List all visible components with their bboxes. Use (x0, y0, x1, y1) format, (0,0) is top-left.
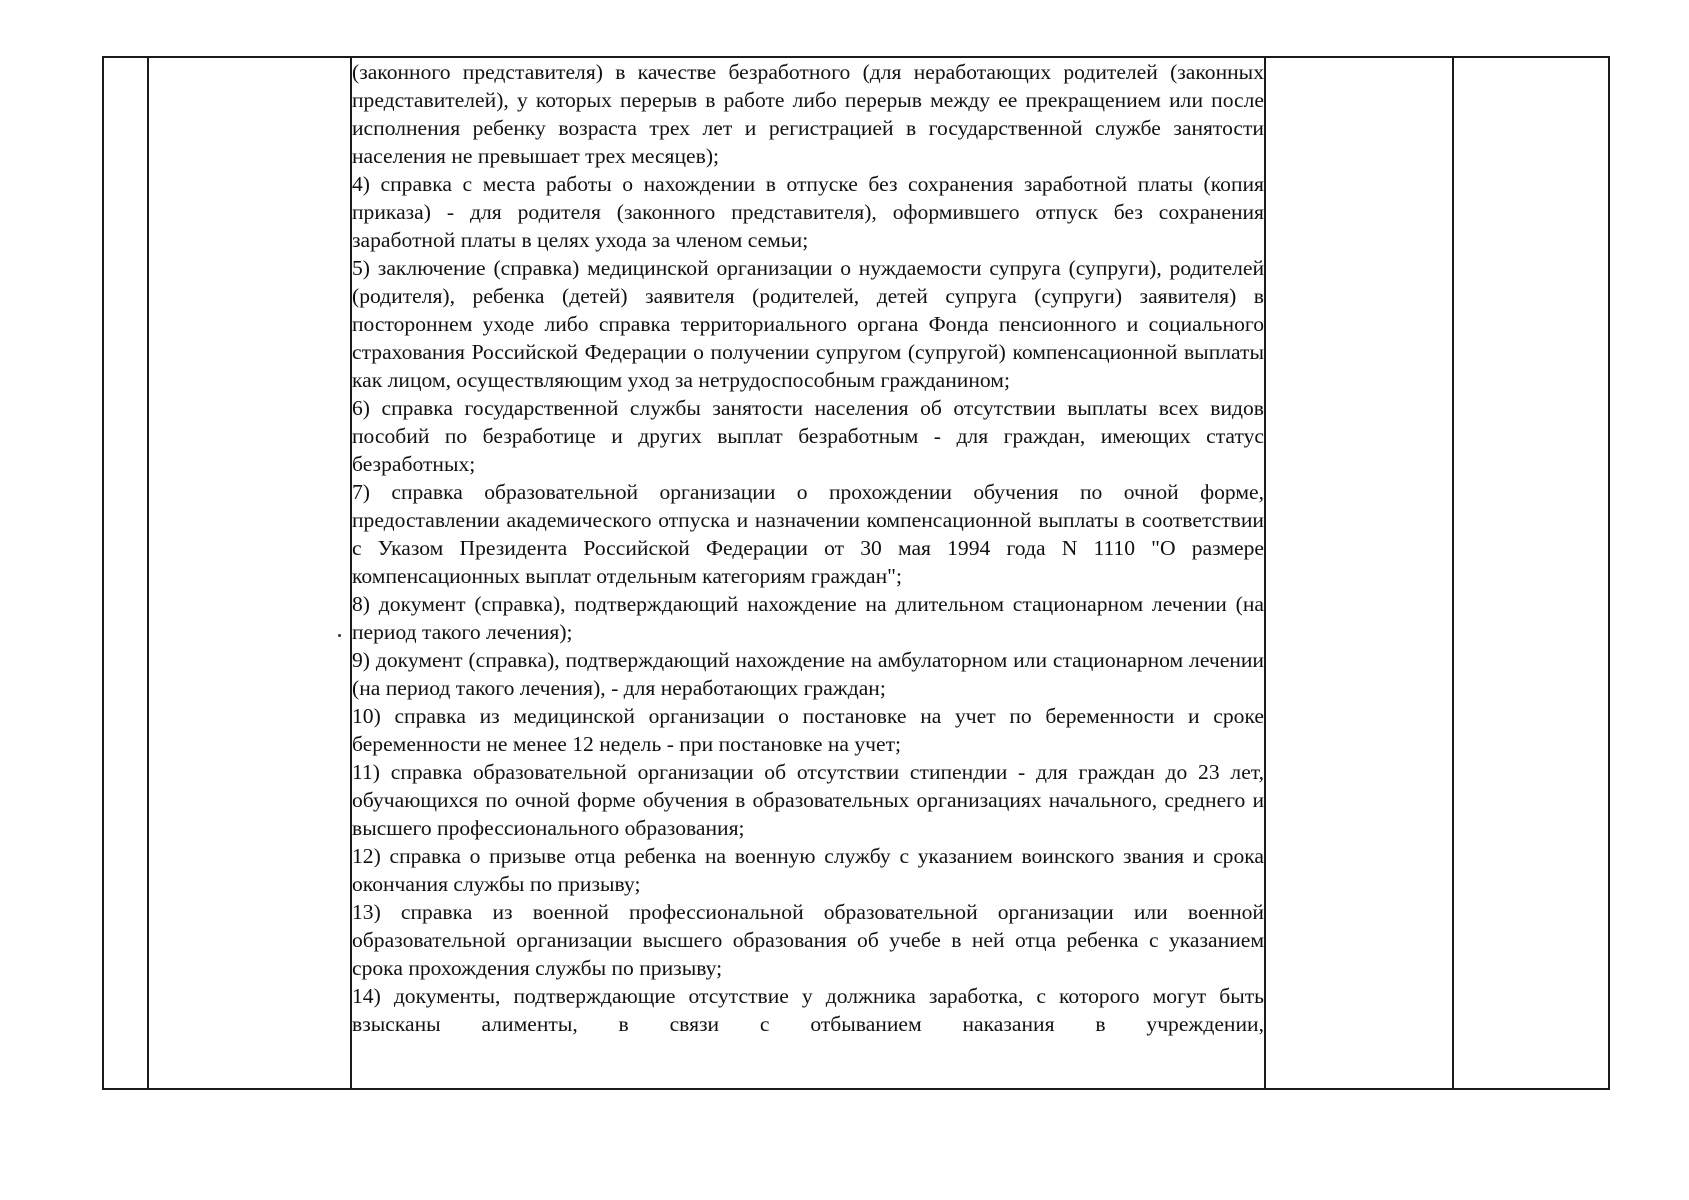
document-list-item: 14) документы, подтверждающие отсутствие у должника заработка, с которого могут быть взысканы алименты, в связи с отбыванием наказания в учреждении, (352, 984, 1264, 1036)
document-list-item: 6) справка государственной службы занятости населения об отсутствии выплаты всех видов пособий по безработице и других выплат безработным - для граждан, имеющих статус безработных; (352, 396, 1264, 476)
document-list-item: 12) справка о призыве отца ребенка на военную службу с указанием воинского звания и срока окончания службы по призыву; (352, 844, 1264, 896)
cell-result (1453, 57, 1609, 1089)
document-list-item: 8) документ (справка), подтверждающий нахождение на длительном стационарном лечении (на период такого лечения); (352, 592, 1264, 644)
document-list-item: 4) справка с места работы о нахождении в отпуске без сохранения заработной платы (копия приказа) - для родителя (законного представителя), оформившего отпуск без сохранения заработной платы в целях ухода за членом семьи; (352, 172, 1264, 252)
cell-number (103, 57, 148, 1089)
document-list-item: 13) справка из военной профессиональной образовательной организации или военной образовательной организации высшего образования об учебе в ней отца ребенка с указанием срока прохождения службы по призыву; (352, 900, 1264, 980)
document-list-item: 11) справка образовательной организации об отсутствии стипендии - для граждан до 23 лет, обучающихся по очной форме обучения в образовательных организациях начального, среднего и высшего профессионального образования; (352, 760, 1264, 840)
document-list-item: 7) справка образовательной организации о прохождении обучения по очной форме, предоставлении академического отпуска и назначении компенсационной выплаты в соответствии с Указом Президента Российской Федерации от 30 мая 1994 года N 1110 "О размере компенсационных выплат отдельным категориям граждан"; (352, 480, 1264, 588)
cell-service-name (148, 57, 351, 1089)
cell-required-documents (351, 57, 1265, 1089)
table-row (103, 57, 1609, 1089)
document-list-item: (законного представителя) в качестве безработного (для неработающих родителей (законных представителей), у которых перерыв в работе либо перерыв между ее прекращением или после исполнения ребенку возраста трех лет и регистрацией в государственной службе занятости населения не превышает трех месяцев); (352, 60, 1264, 168)
cell-deadline (1265, 57, 1453, 1089)
document-list-item: 10) справка из медицинской организации о постановке на учет по беременности и сроке беременности не менее 12 недель - при постановке на учет; (352, 704, 1264, 756)
document-list-item: 5) заключение (справка) медицинской организации о нуждаемости супруга (супруги), родителей (родителя), ребенка (детей) заявителя (родителей, детей супруга (супруги) заявителя) в постороннем уходе либо справка территориального органа Фонда пенсионного и социального страхования Российской Федерации о получении супругом (супругой) компенсационной выплаты как лицом, осуществляющим уход за нетрудоспособным гражданином; (352, 256, 1264, 392)
documents-table (102, 56, 1610, 1090)
scan-speck (338, 634, 341, 637)
document-list-item: 9) документ (справка), подтверждающий нахождение на амбулаторном или стационарном лечении (на период такого лечения), - для неработающих граждан; (352, 648, 1264, 700)
